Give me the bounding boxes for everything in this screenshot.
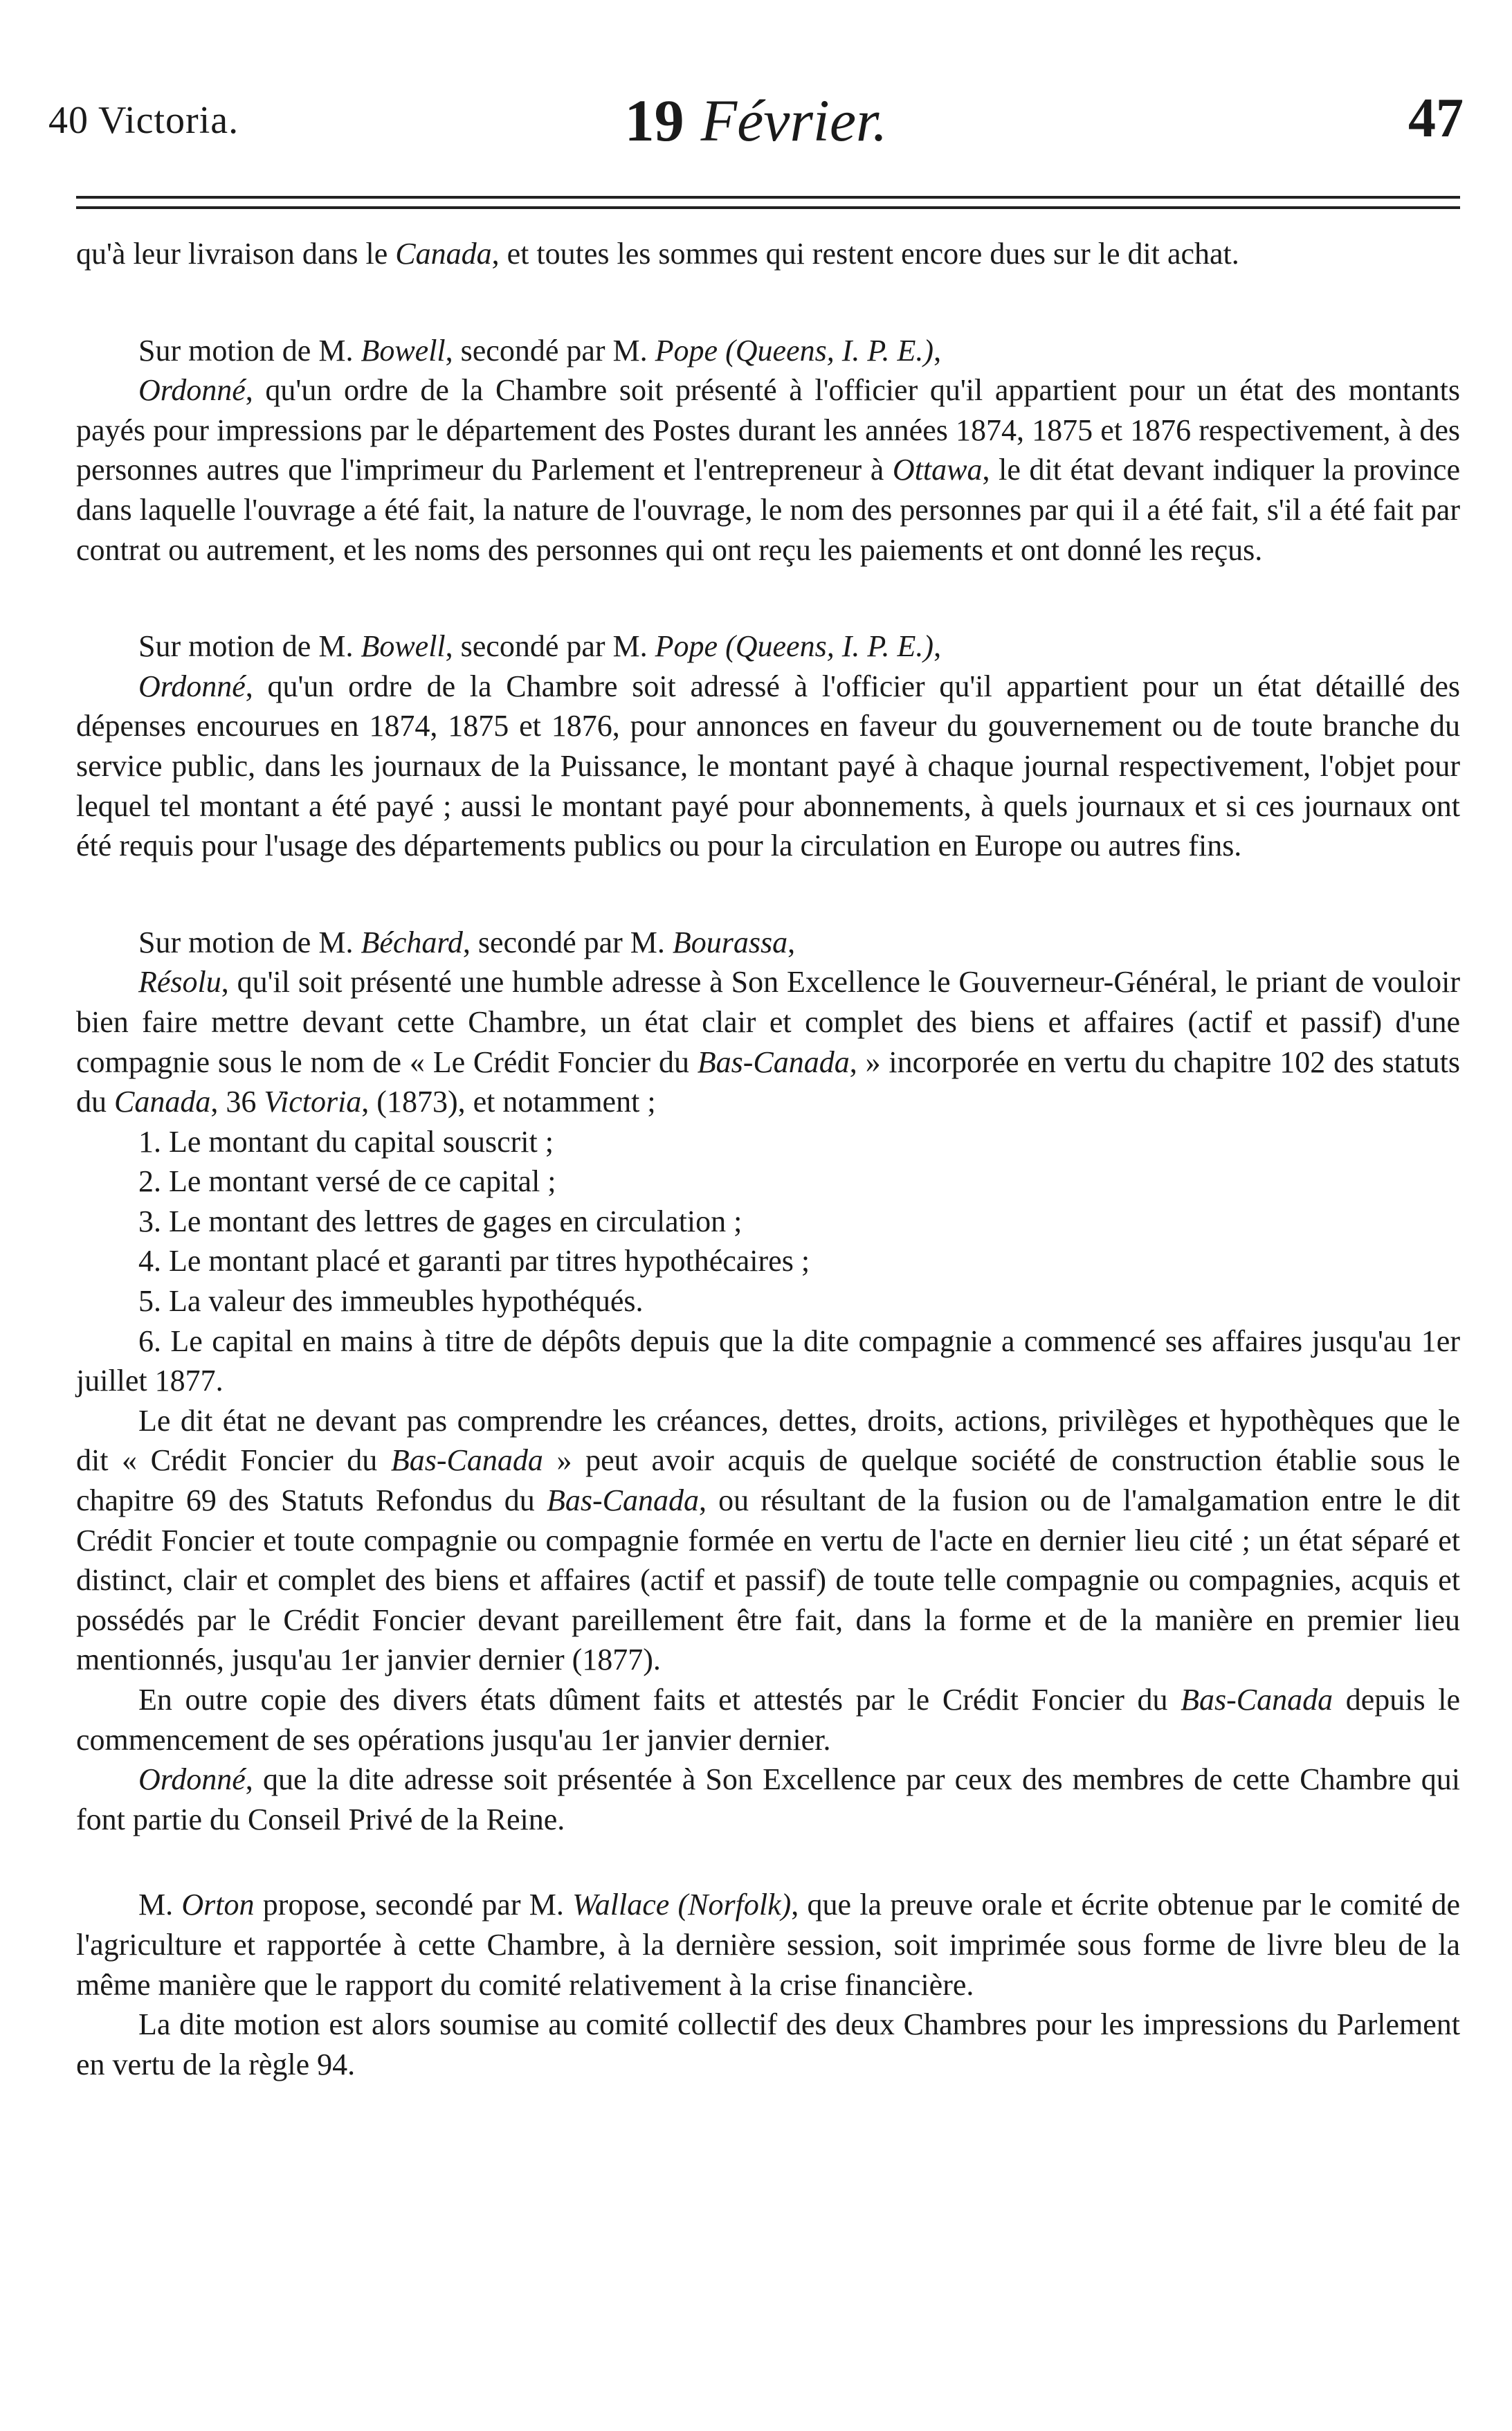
list-item: 2. Le montant versé de ce capital ; bbox=[138, 1164, 556, 1199]
list-item: 1. Le montant du capital souscrit ; bbox=[138, 1124, 554, 1159]
header-rule-bottom bbox=[76, 206, 1460, 209]
list-item: 3. Le montant des lettres de gages en circulation ; bbox=[138, 1204, 743, 1238]
ordre-adresse: Ordonné, que la dite adresse soit présentée à Son Excellence par ceux des membres de cette Chambre qui font partie du Conseil Privé de la Reine. bbox=[76, 1762, 1460, 1836]
list-item: 6. Le capital en mains à titre de dépôts depuis que la dite compagnie a commencé ses affaires jusqu'au 1er juillet 1877. bbox=[76, 1323, 1460, 1398]
header-month: Février. bbox=[700, 87, 888, 154]
motion-bowell-2: Sur motion de M. Bowell, secondé par M. Pope (Queens, I. P. E.), bbox=[138, 629, 942, 664]
regnal-year: 40 Victoria. bbox=[48, 99, 239, 142]
header-date bbox=[0, 86, 1512, 155]
header-rule-top bbox=[76, 196, 1460, 199]
list-item: 4. Le montant placé et garanti par titres hypothécaires ; bbox=[138, 1244, 810, 1278]
ordre-annonces: Ordonné, qu'un ordre de la Chambre soit adressé à l'officier qu'il appartient pour un état détaillé des dépenses encourues en 1874, 1875 et 1876, pour annonces en faveur du gouvernement ou de toute branche du service public, dans les journaux de la Puissance, le montant payé à chaque journal respectivement, l'objet pour lequel tel montant a été payé ; aussi le montant payé pour abonnements, à quels journaux et si ces journaux ont été requis pour l'usage des départements publics ou pour la circulation en Europe ou autres fins. bbox=[76, 669, 1460, 863]
la-dite-motion: La dite motion est alors soumise au comité collectif des deux Chambres pour les impressions du Parlement en vertu de la règle 94. bbox=[76, 2007, 1460, 2081]
page-body bbox=[76, 234, 1460, 2084]
motion-orton: M. Orton propose, secondé par M. Wallace (Norfolk), que la preuve orale et écrite obtenue par le comité de l'agriculture et rapportée à cette Chambre, à la dernière session, soit imprimée sous forme de livre bleu de la même manière que le rapport du comité relativement à la crise financière. bbox=[76, 1888, 1460, 2002]
continuation-paragraph: qu'à leur livraison dans le Canada, et toutes les sommes qui restent encore dues sur le dit achat. bbox=[76, 237, 1239, 271]
en-outre: En outre copie des divers états dûment faits et attestés par le Crédit Foncier du Bas-Canada depuis le commencement de ses opérations jusqu'au 1er janvier dernier. bbox=[76, 1683, 1460, 1757]
ordre-postes: Ordonné, qu'un ordre de la Chambre soit présenté à l'officier qu'il appartient pour un état des montants payés pour impressions par le département des Postes durant les années 1874, 1875 et 1876 respectivement, à des personnes autres que l'imprimeur du Parlement et l'entrepreneur à Ottawa, le dit état devant indiquer la province dans laquelle l'ouvrage a été fait, la nature de l'ouvrage, le nom des personnes par qui il a été fait, s'il a été fait par contrat ou autrement, et les noms des personnes qui ont reçu les paiements et ont donné les reçus. bbox=[76, 373, 1460, 567]
le-dit-etat: Le dit état ne devant pas comprendre les créances, dettes, droits, actions, privilèges et hypothèques que le dit « Crédit Foncier du Bas-Canada » peut avoir acquis de quelque société de construction établie sous le chapitre 69 des Statuts Refondus du Bas-Canada, ou résultant de la fusion ou de l'amalgamation entre le dit Crédit Foncier et toute compagnie ou compagnie formée en vertu de l'acte en dernier lieu cité ; un état séparé et distinct, clair et complet des biens et affaires (actif et passif) de toute telle compagnie ou compagnies, acquis et possédés par le Crédit Foncier devant pareillement être fait, dans la forme et de la manière en premier lieu mentionnés, jusqu'au 1er janvier dernier (1877). bbox=[76, 1403, 1460, 1677]
motion-bechard: Sur motion de M. Béchard, secondé par M. Bourassa, bbox=[138, 925, 796, 959]
list-item: 5. La valeur des immeubles hypothéqués. bbox=[138, 1284, 644, 1319]
running-header bbox=[0, 83, 1512, 173]
resolu-adresse: Résolu, qu'il soit présenté une humble adresse à Son Excellence le Gouverneur-Général, le priant de vouloir bien faire mettre devant cette Chambre, un état clair et complet des biens et affaires (actif et passif) d'une compagnie sous le nom de « Le Crédit Foncier du Bas-Canada, » incorporée en vertu du chapitre 102 des statuts du Canada, 36 Victoria, (1873), et notamment ; bbox=[76, 965, 1460, 1119]
header-day: 19 bbox=[624, 87, 684, 154]
motion-bowell-1: Sur motion de M. Bowell, secondé par M. Pope (Queens, I. P. E.), bbox=[138, 333, 942, 368]
page-number: 47 bbox=[1408, 88, 1464, 149]
